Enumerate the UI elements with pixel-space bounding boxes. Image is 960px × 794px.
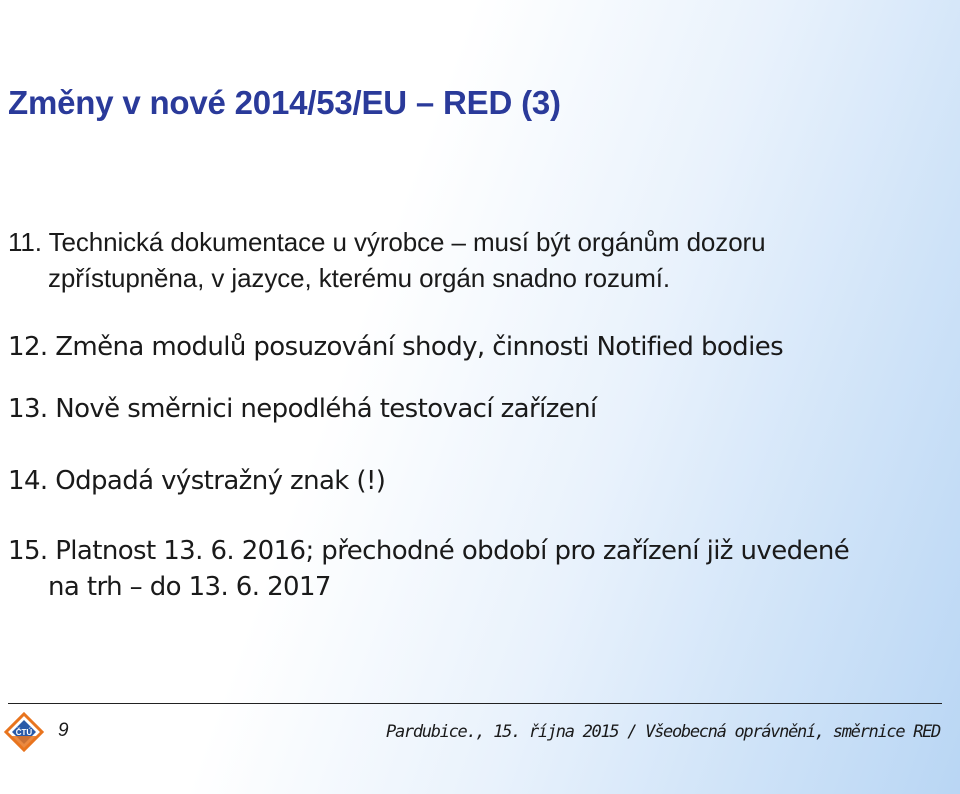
list-item-text: 11. Technická dokumentace u výrobce – musí být orgánům dozoru bbox=[8, 227, 766, 257]
footer-divider bbox=[8, 703, 942, 704]
list-item bbox=[8, 463, 920, 499]
page-number: 9 bbox=[58, 720, 69, 741]
list-item-continuation: zpřístupněna, v jazyce, kterému orgán snadno rozumí. bbox=[48, 263, 671, 293]
slide-title: Změny v nové 2014/53/EU – RED (3) bbox=[8, 84, 561, 121]
list-item-text: 15. Platnost 13. 6. 2016; přechodné období pro zařízení již uvedené bbox=[8, 536, 850, 566]
ctu-logo-icon bbox=[4, 712, 44, 752]
logo-text: ČTÚ bbox=[15, 728, 33, 737]
footer-text: Pardubice., 15. října 2015 / Všeobecná oprávnění, směrnice RED bbox=[386, 722, 940, 742]
list-item bbox=[8, 533, 920, 605]
list-item-text: 12. Změna modulů posuzování shody, činnosti Notified bodies bbox=[8, 332, 784, 362]
list-item-text: 13. Nově směrnici nepodléhá testovací zařízení bbox=[8, 394, 597, 424]
list-item bbox=[8, 391, 920, 427]
list-item bbox=[8, 329, 920, 365]
list-item-continuation: na trh – do 13. 6. 2017 bbox=[48, 572, 331, 602]
list-item bbox=[8, 224, 920, 296]
list-item-text: 14. Odpadá výstražný znak (!) bbox=[8, 466, 386, 496]
